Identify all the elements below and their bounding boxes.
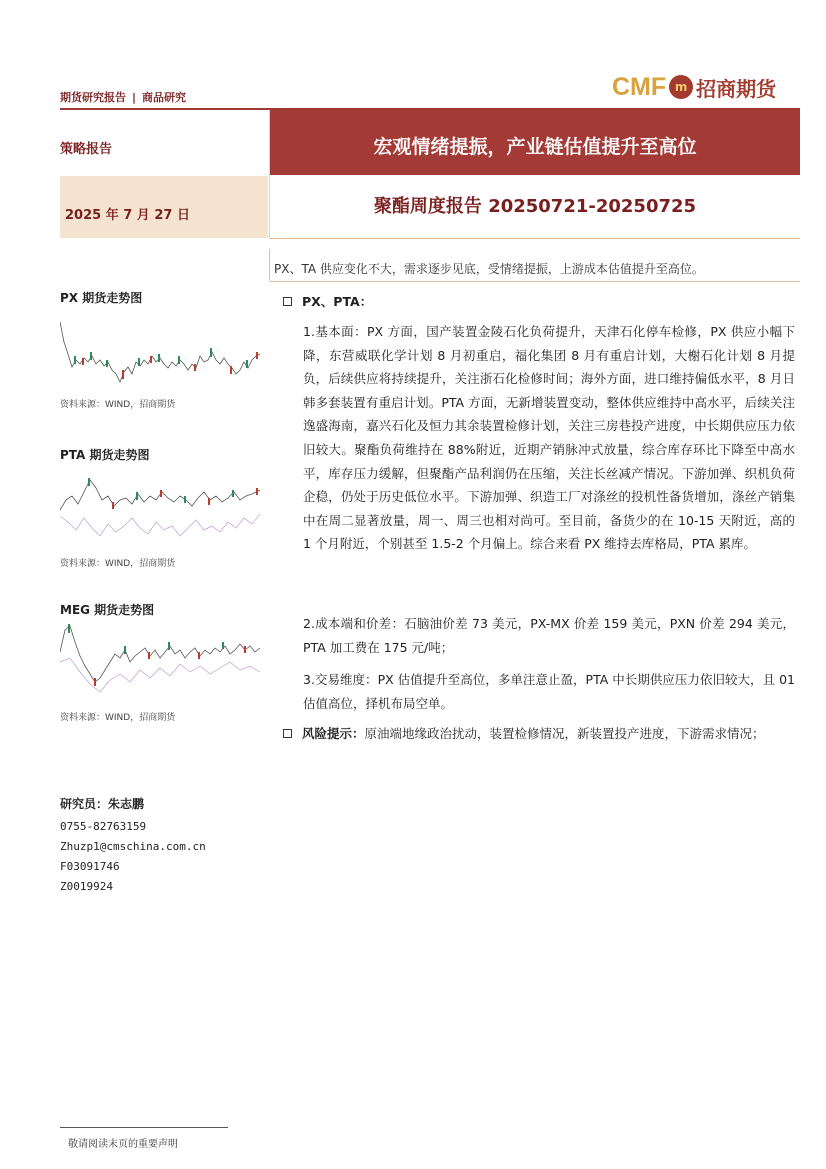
strategy-label: 策略报告 bbox=[60, 142, 113, 157]
meg-chart-title: MEG 期货走势图 bbox=[60, 603, 155, 617]
header-report-type bbox=[60, 89, 186, 105]
researcher-license-2: Z0019924 bbox=[60, 880, 113, 893]
footer-disclaimer: 敬请阅读末页的重要声明 bbox=[68, 1139, 178, 1150]
header-separator: | bbox=[132, 91, 137, 104]
pta-chart-svg bbox=[60, 470, 267, 548]
report-category: 商品研究 bbox=[142, 91, 187, 104]
report-type: 期货研究报告 bbox=[60, 91, 126, 104]
report-subtitle: 聚酯周度报告 20250721-20250725 bbox=[373, 196, 697, 217]
checkbox-square-icon bbox=[283, 297, 292, 306]
pta-chart bbox=[60, 470, 267, 548]
risk-label: 风险提示： bbox=[302, 726, 365, 741]
checkbox-square-icon bbox=[283, 729, 292, 738]
px-chart bbox=[60, 312, 267, 390]
meg-chart-svg bbox=[60, 622, 267, 700]
px-chart-source: 资料来源：WIND，招商期货 bbox=[60, 400, 176, 410]
pta-chart-title: PTA 期货走势图 bbox=[60, 448, 150, 462]
paragraph-fundamentals: 1.基本面：PX 方面，国产装置金陵石化负荷提升，天津石化停车检修，PX 供应小幅下降，东营威联化学计划 8 月初重启，福化集团 8 月有重启计划，大榭石化计划 8 月提负，后续供应将持续提升，关注浙石化检修时间；海外方面，进口维持偏低水平，8 月日韩多套装置有重启计划。PTA 方面，无新增装置变动，整体供应维持中高水平，后续关注逸盛海南，嘉兴石化及恒力其余装置检修计划，关注三房巷投产进度，中长期供应压力依旧较大。聚酯负荷维持在 88%附近，近期产销脉冲式放量，综合库存环比下降至中高水平，库存压力缓解，但聚酯产品利润仍在压缩，关注长丝减产情况。下游加弹、织机负荷企稳，仍处于历史低位水平。下游加弹、织造工厂对涤丝的投机性备货增加，涤丝产销集中在周二显著放量，周一、周三也相对尚可。至目前，备货少的在 10-15 天附近，高的 1 个月附近，个别甚至 1.5-2 个月偏上。综合来看 PX 维持去库格局，PTA 累库。 bbox=[303, 324, 795, 552]
researcher-email[interactable]: Zhuzp1@cmschina.com.cn bbox=[60, 840, 206, 853]
meg-chart-source: 资料来源：WIND，招商期货 bbox=[60, 713, 176, 723]
pta-chart-source: 资料来源：WIND，招商期货 bbox=[60, 559, 176, 569]
paragraph-trading: 3.交易维度：PX 估值提升至高位，多单注意止盈，PTA 中长期供应压力依旧较大，且 01 估值高位，择机布局空单。 bbox=[303, 672, 795, 711]
summary-divider bbox=[269, 249, 270, 281]
logo-badge-icon: m bbox=[669, 75, 693, 99]
risk-section bbox=[283, 722, 795, 746]
footer-divider bbox=[60, 1127, 228, 1128]
left-date-band bbox=[60, 176, 268, 238]
logo-latin: CMF bbox=[612, 72, 667, 101]
risk-text: 原油端地缘政治扰动，装置检修情况，新装置投产进度，下游需求情况； bbox=[364, 726, 765, 741]
px-chart-title: PX 期货走势图 bbox=[60, 291, 143, 305]
company-logo bbox=[612, 70, 776, 104]
summary-rule bbox=[270, 281, 800, 282]
researcher-name: 研究员：朱志鹏 bbox=[60, 797, 145, 811]
subtitle-divider bbox=[270, 238, 800, 239]
paragraph-cost-spread: 2.成本端和价差：石脑油价差 73 美元，PX-MX 价差 159 美元，PXN 价差 294 美元，PTA 加工费在 175 元/吨； bbox=[303, 616, 795, 655]
left-label-band bbox=[60, 110, 268, 175]
researcher-phone: 0755-82763159 bbox=[60, 820, 147, 833]
summary-text: PX、TA 供应变化不大，需求逐步见底，受情绪提振，上游成本估值提升至高位。 bbox=[274, 262, 704, 276]
logo-cn: 招商期货 bbox=[696, 76, 777, 101]
meg-chart bbox=[60, 622, 267, 700]
section-heading-text: PX、PTA： bbox=[302, 294, 373, 309]
report-title: 宏观情绪提振，产业链估值提升至高位 bbox=[373, 136, 697, 158]
px-chart-svg bbox=[60, 312, 267, 390]
section-heading bbox=[283, 292, 372, 310]
report-date: 2025 年 7 月 27 日 bbox=[65, 208, 190, 223]
title-band bbox=[270, 110, 800, 175]
researcher-license-1: F03091746 bbox=[60, 860, 120, 873]
